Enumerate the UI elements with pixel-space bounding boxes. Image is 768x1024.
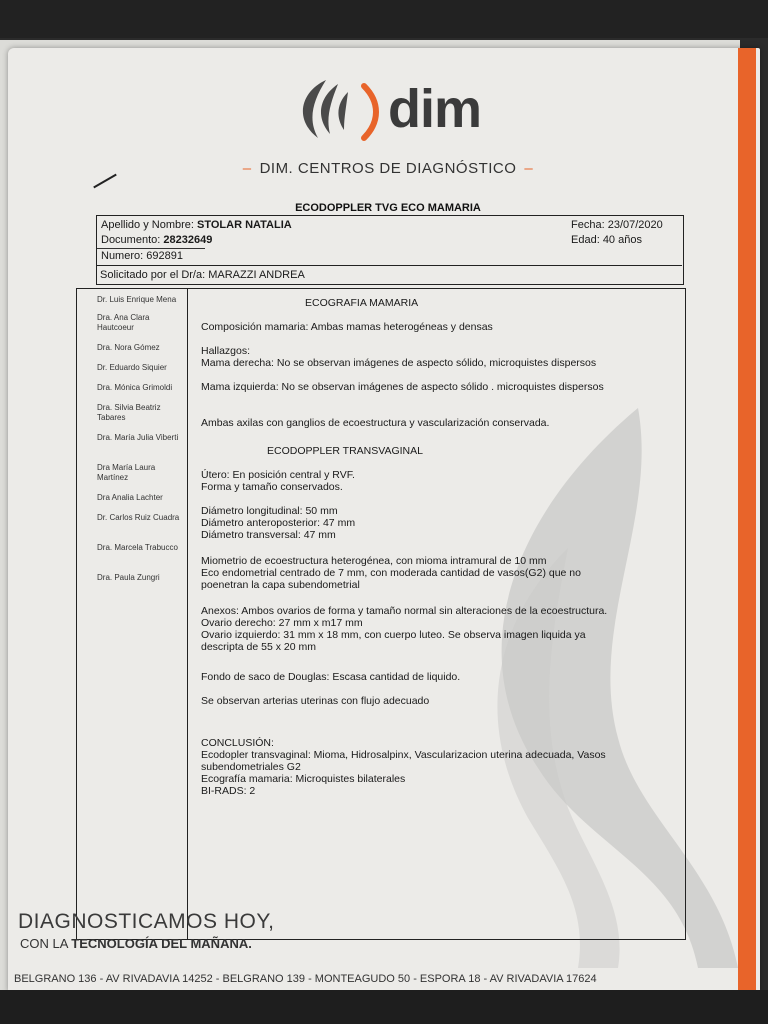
document-title: ECODOPPLER TVG ECO MAMARIA xyxy=(295,202,481,214)
doctor-name: Dra. Paula Zungri xyxy=(97,573,160,582)
patient-name-row: Apellido y Nombre: STOLAR NATALIA xyxy=(101,219,292,231)
report-date: 23/07/2020 xyxy=(607,219,663,231)
doctor-name: Dra. Marcela Trabucco xyxy=(97,543,178,552)
patient-age: 40 años xyxy=(602,234,642,246)
requested-by-row: Solicitado por el Dr/a: MARAZZI ANDREA xyxy=(96,265,682,284)
report-page xyxy=(8,48,760,992)
report-line: descripta de 55 x 20 mm xyxy=(201,641,316,653)
report-date-row: Fecha: 23/07/2020 xyxy=(571,219,663,231)
patient-name: STOLAR NATALIA xyxy=(197,219,292,231)
report-body-box xyxy=(76,288,686,940)
doctor-name: Dra. María Julia Viberti xyxy=(97,433,179,442)
photo-background-bottom xyxy=(0,990,768,1024)
doctor-name: Dr. Carlos Ruiz Cuadra xyxy=(97,513,180,522)
pen-mark xyxy=(93,174,117,189)
patient-number: 692891 xyxy=(146,250,183,262)
footer-slogan-2: CON LA TECNOLOGÍA DEL MAÑANA. xyxy=(20,936,252,951)
patient-number-row: Numero: 692891 xyxy=(101,250,183,262)
report-line: Ovario izquierdo: 31 mm x 18 mm, con cuerpo luteo. Se observa imagen liquida ya xyxy=(201,629,586,641)
section-heading: ECODOPPLER TRANSVAGINAL xyxy=(267,445,423,457)
report-line: Se observan arterias uterinas con flujo adecuado xyxy=(201,695,430,707)
requesting-doctor: MARAZZI ANDREA xyxy=(208,269,305,281)
conclusion-line: subendometriales G2 xyxy=(201,761,301,773)
patient-age-row: Edad: 40 años xyxy=(571,234,642,246)
doctor-name: Dra Analia Lachter xyxy=(97,493,163,502)
patient-document: 28232649 xyxy=(163,234,213,246)
dim-flame-logo-icon xyxy=(286,72,386,144)
report-line: Fondo de saco de Douglas: Escasa cantidad de liquido. xyxy=(201,671,461,683)
doctors-column xyxy=(77,289,188,939)
report-line: Hallazgos: xyxy=(201,345,251,357)
report-line: Mama izquierda: No se observan imágenes de aspecto sólido . microquistes dispersos xyxy=(201,381,604,393)
conclusion-line: BI-RADS: 2 xyxy=(201,785,256,797)
brand-name: dim xyxy=(388,79,482,139)
section-heading: ECOGRAFIA MAMARIA xyxy=(305,297,419,309)
doctor-name: Dra. Mónica Grimoldi xyxy=(97,383,173,392)
report-line: Mama derecha: No se observan imágenes de aspecto sólido, microquistes dispersos xyxy=(201,357,597,369)
photo-background-top xyxy=(0,0,768,38)
report-line: Útero: En posición central y RVF. xyxy=(201,469,355,481)
doctor-name: Dra. Ana Clara Hautcoeur xyxy=(97,313,150,332)
report-line: Diámetro transversal: 47 mm xyxy=(201,529,336,541)
report-line: Diámetro longitudinal: 50 mm xyxy=(201,505,338,517)
report-line: poenetran la capa subendometrial xyxy=(201,579,360,591)
conclusion-line: Ecografía mamaria: Microquistes bilaterales xyxy=(201,773,406,785)
footer-addresses: BELGRANO 136 - AV RIVADAVIA 14252 - BELGRANO 139 - MONTEAGUDO 50 - ESPORA 18 - AV RIVADAVIA 17624 xyxy=(14,973,597,985)
patient-document-row: Documento: 28232649 xyxy=(101,234,213,246)
doctor-name: Dr. Luis Enrique Mena xyxy=(97,295,177,304)
doctor-name: Dra María Laura Martínez xyxy=(97,463,156,482)
report-line: Ambas axilas con ganglios de ecoestructura y vascularización conservada. xyxy=(201,417,550,429)
report-line: Eco endometrial centrado de 7 mm, con moderada cantidad de vasos(G2) que no xyxy=(201,567,581,579)
letterhead-subtitle: – DIM. CENTROS DE DIAGNÓSTICO – xyxy=(242,160,534,177)
report-line: Miometrio de ecoestructura heterogénea, con mioma intramural de 10 mm xyxy=(201,555,547,567)
report-line: Diámetro anteroposterior: 47 mm xyxy=(201,517,356,529)
report-line: Ovario derecho: 27 mm x m17 mm xyxy=(201,617,363,629)
report-line: Anexos: Ambos ovarios de forma y tamaño normal sin alteraciones de la ecoestructura. xyxy=(201,605,608,617)
conclusion-heading: CONCLUSIÓN: xyxy=(201,737,274,749)
report-line: Composición mamaria: Ambas mamas heterogéneas y densas xyxy=(201,321,493,333)
report-line: Forma y tamaño conservados. xyxy=(201,481,343,493)
doctor-name: Dr. Eduardo Siquier xyxy=(97,363,167,372)
doctor-name: Dra. Silvia Beatriz Tabares xyxy=(97,403,161,422)
footer-slogan: DIAGNOSTICAMOS HOY, xyxy=(18,910,275,933)
doctor-name: Dra. Nora Gómez xyxy=(97,343,160,352)
conclusion-line: Ecodopler transvaginal: Mioma, Hidrosalpinx, Vascularizacion uterina adecuada, Vasos xyxy=(201,749,606,761)
